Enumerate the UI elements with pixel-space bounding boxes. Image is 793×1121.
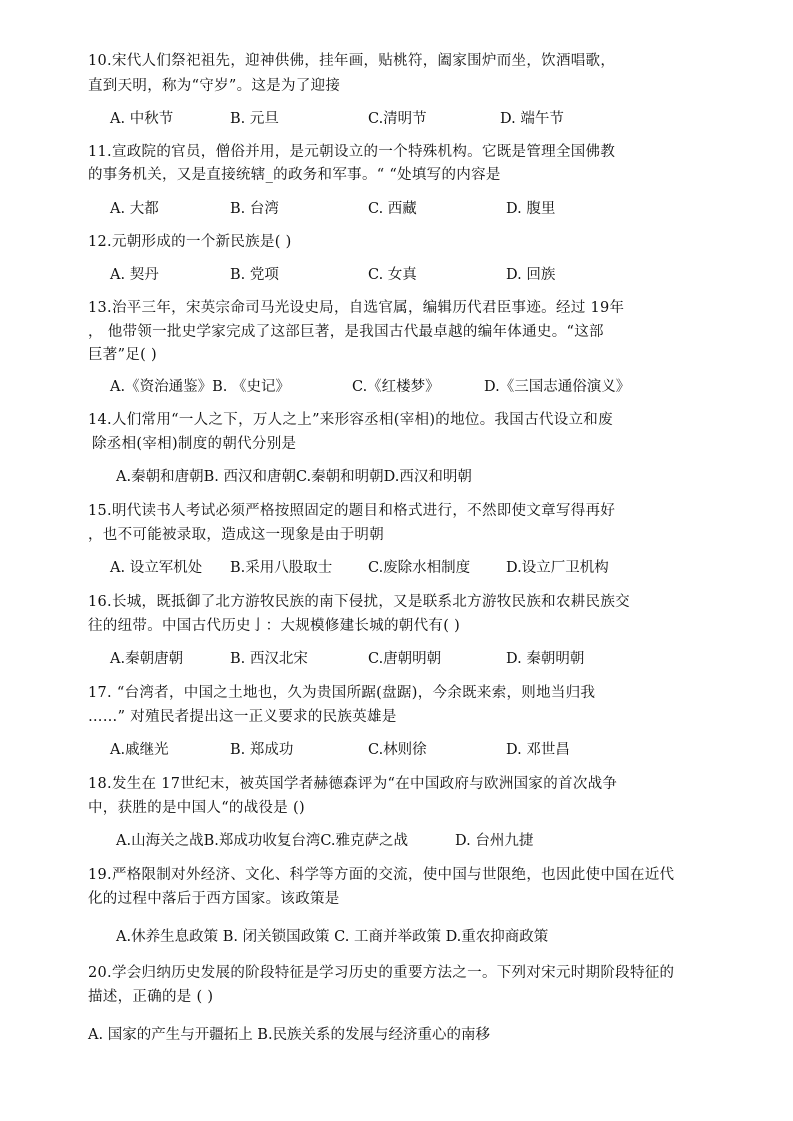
q18-stem-line-1: 18.发生在 17世纪末，被英国学者赫德森评为“在中国政府与欧洲国家的首次战争 (88, 776, 618, 792)
q17-option-c: C.林则徐 (368, 742, 427, 758)
q16-option-d: D. 秦朝明朝 (506, 651, 585, 667)
q18-option-d: D. 台州九捷 (455, 833, 534, 849)
q10-option-a: A. 中秋节 (110, 111, 174, 127)
q15-stem-line-2: ，也不可能被录取，造成这一现象是由于明朝 (88, 527, 384, 543)
q17-stem-line-2: ……” 对殖民者提出这一正义要求的民族英雄是 (88, 709, 397, 725)
q12-option-d: D. 回族 (506, 267, 556, 283)
q13-stem-line-3: 巨著”足( ) (88, 347, 157, 363)
q12-option-a: A. 契丹 (110, 267, 159, 283)
q14-options: A.秦朝和唐朝B. 西汉和唐朝C.秦朝和明朝D.西汉和明朝 (116, 469, 472, 485)
q10-option-d: D. 端午节 (500, 111, 564, 127)
q16-stem-line-1: 16.长城，既抵御了北方游牧民族的南下侵扰，又是联系北方游牧民族和农耕民族交 (88, 594, 630, 610)
q13-stem-line-2: ， 他带领一批史学家完成了这部巨著，是我国古代最卓越的编年体通史。“这部 (88, 324, 604, 340)
q16-option-c: C.唐朝明朝 (368, 651, 442, 667)
q12-option-b: B. 党项 (230, 267, 279, 283)
q11-stem-line-1: 11.宣政院的官员，僧俗并用，是元朝设立的一个特殊机构。它既是管理全国佛教 (88, 144, 616, 160)
q19-stem-line-2: 化的过程中落后于西方国家。该政策是 (88, 891, 340, 907)
q17-stem-line-1: 17. “台湾者，中国之土地也，久为贵国所踞(盘踞)，今余既来索，则地当归我 (88, 685, 596, 701)
q13-stem-line-1: 13.治平三年，宋英宗命司马光设史局，自选官属，编辑历代君臣事迹。经过 19年 (88, 300, 625, 316)
q13-option-c: C.《红楼梦》 (352, 379, 440, 395)
q20-options: A. 国家的产生与开疆拓上 B.民族关系的发展与经济重心的南移 (88, 1027, 491, 1043)
q20-stem-line-1: 20.学会归纳历史发展的阶段特征是学习历史的重要方法之一。下列对宋元时期阶段特征的 (88, 965, 675, 981)
q15-option-b: B.采用八股取士 (230, 560, 333, 576)
q17-option-d: D. 邓世昌 (506, 742, 570, 758)
q17-option-a: A.戚继光 (110, 742, 169, 758)
q15-stem-line-1: 15.明代读书人考试必须严格按照固定的题目和格式进行，不然即使文章写得再好 (88, 503, 616, 519)
q11-option-b: B. 台湾 (230, 201, 279, 217)
q16-option-a: A.秦朝唐朝 (110, 651, 184, 667)
q17-option-b: B. 郑成功 (230, 742, 294, 758)
q15-option-c: C.废除水相制度 (368, 560, 471, 576)
q11-option-c: C. 西藏 (368, 201, 417, 217)
q10-stem-line-2: 直到天明，称为“守岁”。这是为了迎接 (88, 78, 341, 94)
q12-stem-line-1: 12.元朝形成的一个新民族是( ) (88, 234, 292, 250)
q13-option-d: D.《三国志通俗演义》 (484, 379, 631, 395)
q16-option-b: B. 西汉北宋 (230, 651, 308, 667)
q11-option-d: D. 腹里 (506, 201, 556, 217)
q15-option-d: D.设立厂卫机构 (506, 560, 609, 576)
q14-stem-line-2: 除丞相(宰相)制度的朝代分别是 (92, 436, 297, 452)
q13-option-a-b: A.《资治通鉴》B. 《史记》 (110, 379, 290, 395)
q20-stem-line-2: 描述，正确的是 ( ) (88, 989, 214, 1005)
q10-stem-line-1: 10.宋代人们祭祀祖先，迎神供佛，挂年画，贴桃符，阖家围炉而坐，饮酒唱歌， (88, 53, 616, 69)
q19-stem-line-1: 19.严格限制对外经济、文化、科学等方面的交流，使中国与世限绝，也因此使中国在近代 (88, 867, 675, 883)
q12-option-c: C. 女真 (368, 267, 417, 283)
q15-option-a: A. 设立军机处 (110, 560, 203, 576)
q18-stem-line-2: 中，获胜的是中国人“的战役是 () (88, 800, 305, 816)
q19-options: A.休养生息政策 B. 闭关锁国政策 C. 工商并举政策 D.重农抑商政策 (116, 929, 549, 945)
q11-stem-line-2: 的事务机关，又是直接统辖_的政务和军事。“ “处填写的内容是 (88, 167, 501, 183)
q11-option-a: A. 大都 (110, 201, 159, 217)
q10-option-c: C.清明节 (368, 111, 427, 127)
q14-stem-line-1: 14.人们常用“一人之下，万人之上”来形容丞相(宰相)的地位。我国古代设立和废 (88, 412, 613, 428)
q18-option-a-b-c: A.山海关之战B.郑成功收复台湾C.雅克萨之战 (116, 833, 409, 849)
q16-stem-line-2: 往的纽带。中国古代历史亅：大规模修建长城的朝代有( ) (88, 618, 461, 634)
q10-option-b: B. 元旦 (230, 111, 279, 127)
